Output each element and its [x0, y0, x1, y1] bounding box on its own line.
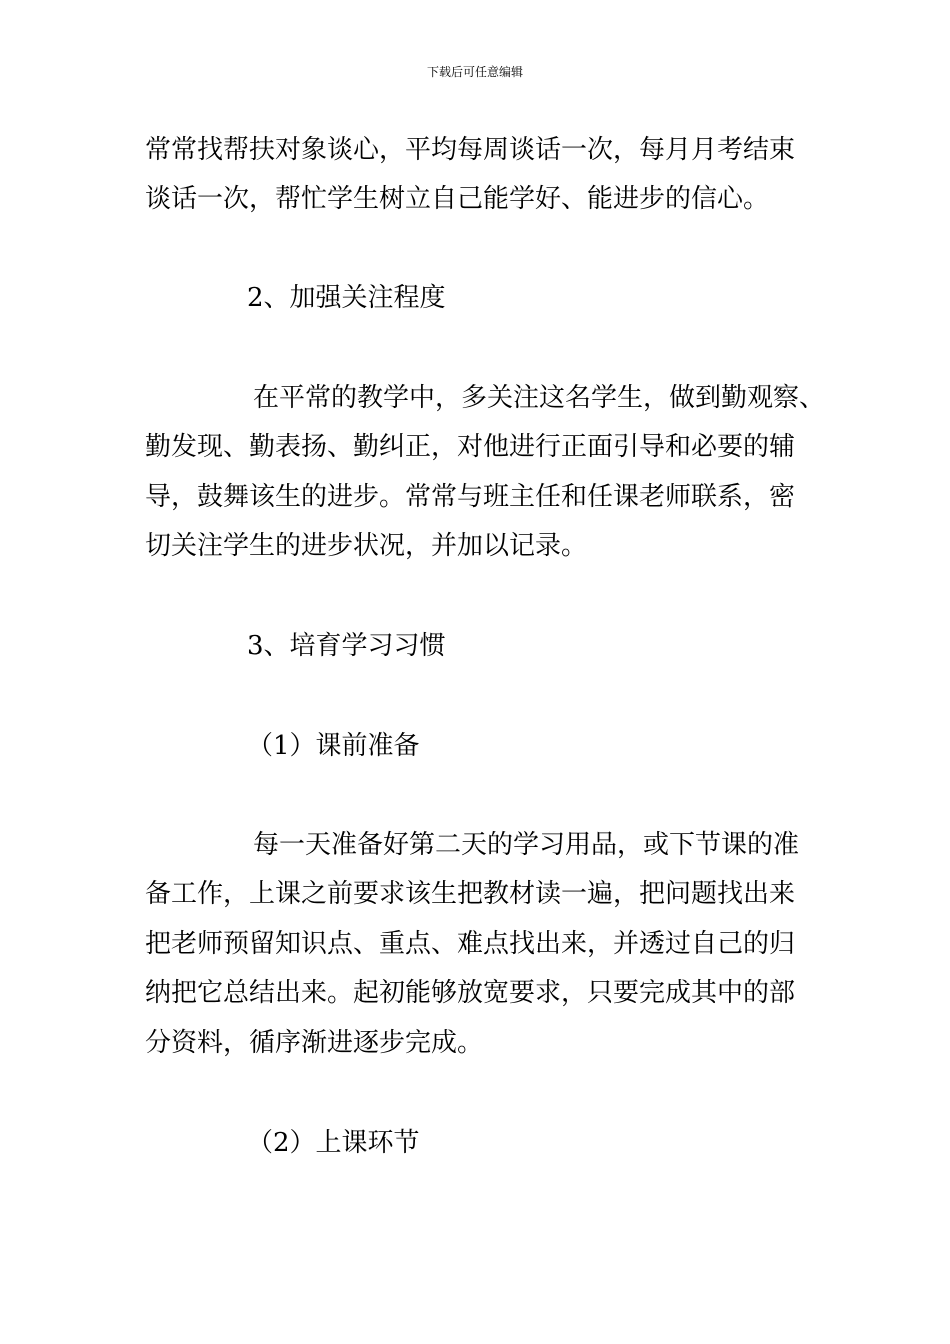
section-heading: 3、培育学习习惯: [247, 631, 446, 661]
section-heading: 2、加强关注程度: [247, 283, 446, 313]
body-line: 把老师预留知识点、重点、难点找出来，并透过自己的归: [145, 929, 796, 959]
body-line: 谈话一次，帮忙学生树立自己能学好、能进步的信心。: [145, 184, 770, 214]
body-line: 常常找帮扶对象谈心，平均每周谈话一次，每月月考结束: [145, 135, 796, 165]
sub-heading: （1）课前准备: [247, 731, 420, 761]
body-line: 勤发现、勤表扬、勤纠正，对他进行正面引导和必要的辅: [145, 432, 796, 462]
body-line: 切关注学生的进步状况，并加以记录。: [145, 531, 588, 561]
body-line: 分资料，循序渐进逐步完成。: [145, 1028, 484, 1058]
sub-heading: （2）上课环节: [247, 1128, 420, 1158]
body-line: 备工作，上课之前要求该生把教材读一遍，把问题找出来: [145, 879, 796, 909]
body-line: 导，鼓舞该生的进步。常常与班主任和任课老师联系，密: [145, 482, 796, 512]
body-line: 每一天准备好第二天的学习用品，或下节课的准: [253, 830, 800, 860]
page-header: 下载后可任意编辑: [426, 65, 523, 79]
body-line: 纳把它总结出来。起初能够放宽要求，只要完成其中的部: [145, 978, 796, 1008]
body-line: 在平常的教学中，多关注这名学生，做到勤观察、: [253, 383, 826, 413]
